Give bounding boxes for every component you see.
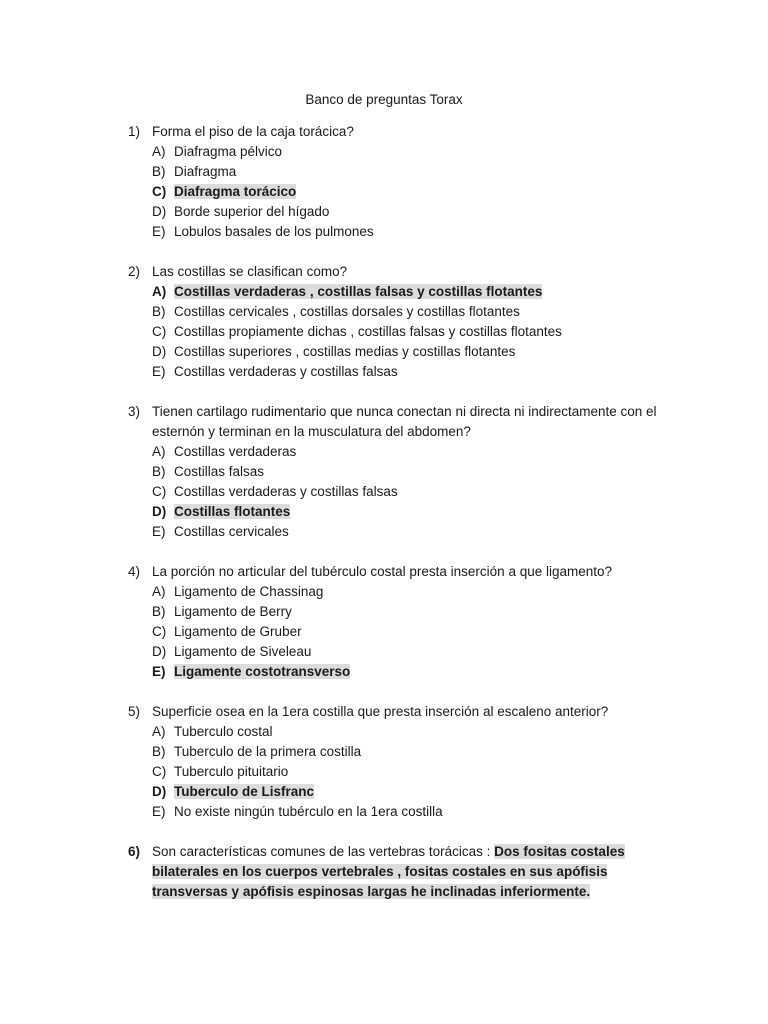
option-text: Ligamento de Chassinag	[174, 584, 324, 599]
option-text: Ligamente costotransverso	[174, 664, 351, 679]
question-4	[128, 562, 668, 682]
document-title: Banco de preguntas Torax	[305, 92, 463, 107]
option-a-correct	[128, 282, 668, 302]
option-b	[128, 742, 668, 762]
option-letter: D)	[152, 784, 167, 799]
options-list	[128, 722, 668, 822]
question-prompt: Son características comunes de las vertebras torácicas :	[152, 844, 495, 859]
option-text: Ligamento de Gruber	[174, 624, 302, 639]
option-letter: D)	[152, 504, 167, 519]
option-letter: C)	[152, 324, 167, 339]
question-number: 3)	[128, 404, 141, 419]
option-text: Diafragma pélvico	[174, 144, 283, 159]
question-number: 6)	[128, 844, 141, 859]
question-prompt: La porción no articular del tubérculo costal presta inserción a que ligamento?	[152, 564, 613, 579]
option-a	[128, 722, 668, 742]
option-e	[128, 362, 668, 382]
option-text: Diafragma torácico	[174, 184, 297, 199]
question-number: 4)	[128, 564, 141, 579]
options-list	[128, 142, 668, 242]
question-text	[128, 262, 668, 282]
answer-text: Dos fositas costales bilaterales en los cuerpos vertebrales , fositas costales en sus apófisis transversas y apófisis espinosas largas he inclinadas inferiormente.	[152, 844, 625, 899]
option-letter: A)	[152, 144, 166, 159]
option-letter: A)	[152, 284, 167, 299]
option-text: Borde superior del hígado	[174, 204, 330, 219]
option-e	[128, 222, 668, 242]
option-letter: E)	[152, 804, 166, 819]
question-text	[128, 702, 668, 722]
question-prompt: Superficie osea en la 1era costilla que presta inserción al escaleno anterior?	[152, 704, 609, 719]
question-text	[128, 402, 668, 442]
option-letter: C)	[152, 764, 167, 779]
option-text: Tuberculo costal	[174, 724, 273, 739]
option-text: Costillas flotantes	[174, 504, 291, 519]
option-e-correct	[128, 662, 668, 682]
option-b	[128, 462, 668, 482]
option-text: Tuberculo de la primera costilla	[174, 744, 362, 759]
option-c	[128, 322, 668, 342]
question-prompt: Las costillas se clasifican como?	[152, 264, 348, 279]
option-d-correct	[128, 782, 668, 802]
question-3	[128, 402, 668, 542]
option-text: Costillas superiores , costillas medias y costillas flotantes	[174, 344, 516, 359]
option-text: Lobulos basales de los pulmones	[174, 224, 374, 239]
option-text: Costillas cervicales , costillas dorsales y costillas flotantes	[174, 304, 520, 319]
option-letter: E)	[152, 524, 166, 539]
option-text: No existe ningún tubérculo en la 1era costilla	[174, 804, 443, 819]
question-1	[128, 122, 668, 242]
question-5	[128, 702, 668, 822]
option-letter: E)	[152, 364, 166, 379]
question-prompt: Forma el piso de la caja torácica?	[152, 124, 354, 139]
options-list	[128, 282, 668, 382]
question-number: 2)	[128, 264, 141, 279]
option-d-correct	[128, 502, 668, 522]
option-b	[128, 162, 668, 182]
question-text	[128, 842, 668, 902]
option-text: Costillas propiamente dichas , costillas falsas y costillas flotantes	[174, 324, 562, 339]
option-e	[128, 522, 668, 542]
option-letter: B)	[152, 164, 166, 179]
option-letter: E)	[152, 664, 166, 679]
question-prompt: Tienen cartilago rudimentario que nunca conectan ni directa ni indirectamente con el esternón y terminan en la musculatura del abdomen?	[152, 404, 657, 439]
option-letter: C)	[152, 624, 167, 639]
option-a	[128, 142, 668, 162]
option-letter: A)	[152, 584, 166, 599]
option-text: Costillas verdaderas , costillas falsas y costillas flotantes	[174, 284, 543, 299]
options-list	[128, 442, 668, 542]
option-text: Ligamento de Siveleau	[174, 644, 312, 659]
option-c	[128, 482, 668, 502]
option-text: Costillas verdaderas y costillas falsas	[174, 364, 398, 379]
option-d	[128, 642, 668, 662]
option-letter: A)	[152, 444, 166, 459]
option-letter: B)	[152, 604, 166, 619]
question-6	[128, 842, 668, 902]
option-text: Costillas falsas	[174, 464, 265, 479]
option-letter: C)	[152, 484, 167, 499]
option-b	[128, 302, 668, 322]
option-c-correct	[128, 182, 668, 202]
option-letter: D)	[152, 204, 167, 219]
option-c	[128, 762, 668, 782]
option-letter: D)	[152, 344, 167, 359]
option-c	[128, 622, 668, 642]
option-d	[128, 202, 668, 222]
question-text	[128, 122, 668, 142]
options-list	[128, 582, 668, 682]
question-number: 5)	[128, 704, 141, 719]
option-letter: B)	[152, 464, 166, 479]
option-letter: D)	[152, 644, 167, 659]
option-text: Ligamento de Berry	[174, 604, 292, 619]
option-text: Costillas verdaderas	[174, 444, 297, 459]
option-letter: B)	[152, 744, 166, 759]
option-letter: A)	[152, 724, 166, 739]
option-text: Costillas cervicales	[174, 524, 289, 539]
option-letter: E)	[152, 224, 166, 239]
option-b	[128, 602, 668, 622]
option-text: Diafragma	[174, 164, 237, 179]
question-2	[128, 262, 668, 382]
option-d	[128, 342, 668, 362]
option-letter: B)	[152, 304, 166, 319]
option-text: Tuberculo pituitario	[174, 764, 289, 779]
option-a	[128, 442, 668, 462]
option-text: Costillas verdaderas y costillas falsas	[174, 484, 398, 499]
option-e	[128, 802, 668, 822]
option-a	[128, 582, 668, 602]
question-text	[128, 562, 668, 582]
option-text: Tuberculo de Lisfranc	[174, 784, 315, 799]
option-letter: C)	[152, 184, 167, 199]
question-number: 1)	[128, 124, 141, 139]
